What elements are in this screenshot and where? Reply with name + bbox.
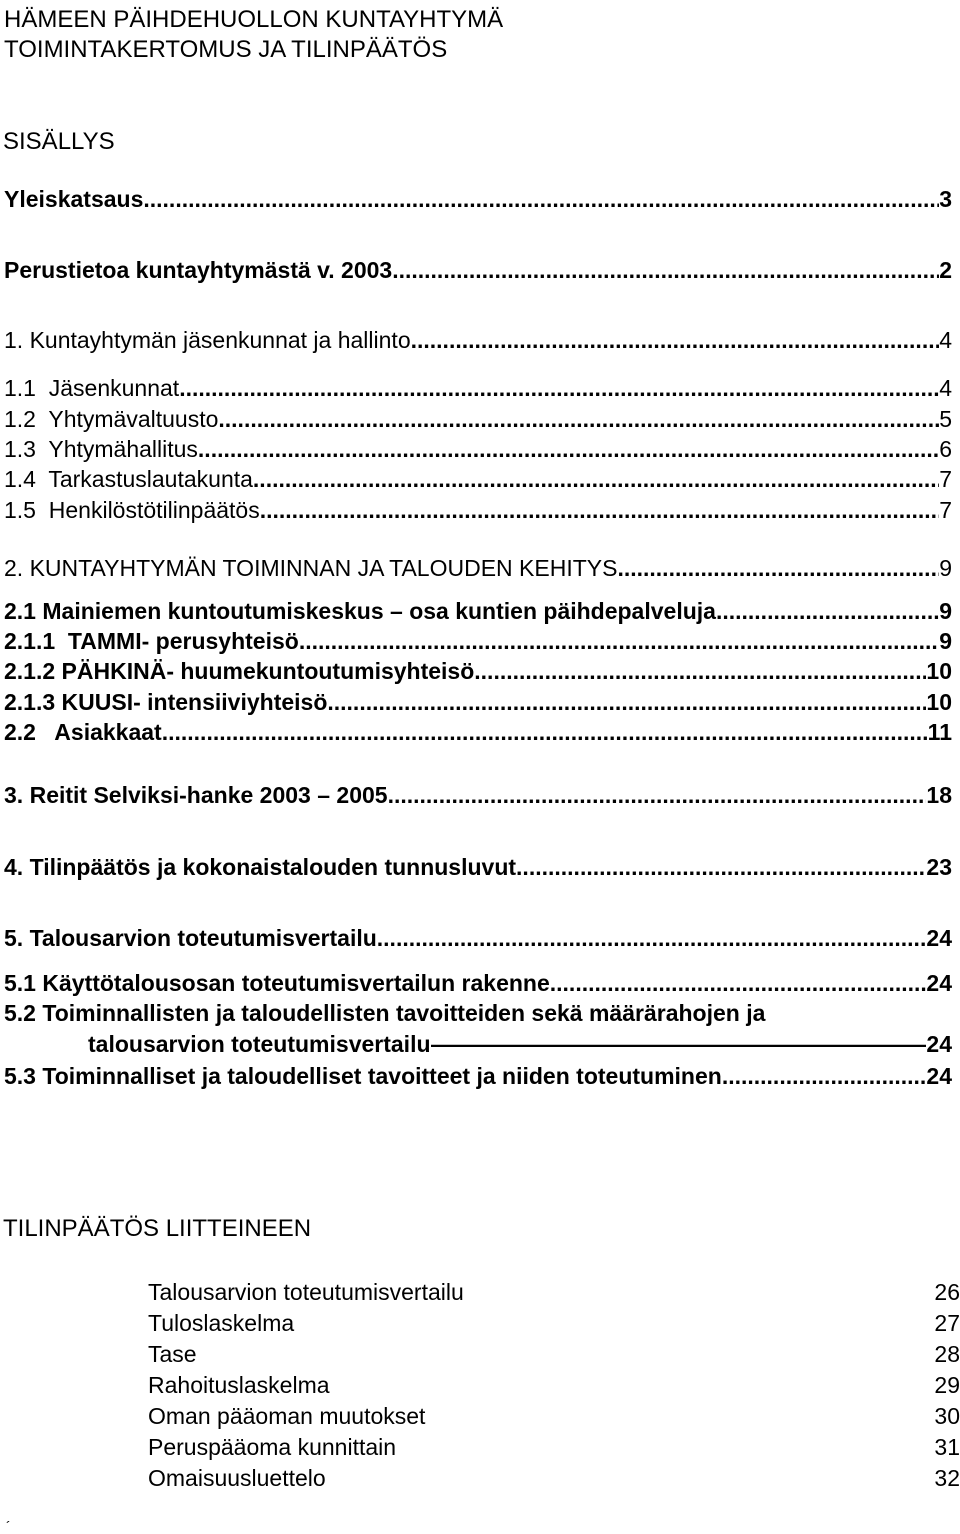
toc-entry[interactable] <box>4 598 952 625</box>
toc-entry-page: 24 <box>926 970 952 996</box>
toc-entry-label: Tarkastuslautakunta <box>35 466 253 492</box>
toc-entry-number: 2.1 <box>4 598 36 624</box>
toc-entry-page: 9 <box>939 598 952 624</box>
appendix-item-page: 32 <box>934 1465 960 1491</box>
appendix-item[interactable] <box>148 1341 960 1368</box>
toc-entry-page: 4 <box>939 375 952 401</box>
appendix-heading: TILINPÄÄTÖS LIITTEINEEN <box>3 1215 312 1242</box>
appendix-item-label: Tase <box>148 1341 197 1367</box>
dot-leader <box>299 628 939 655</box>
toc-entry-label: talousarvion toteutumisvertailu <box>88 1031 431 1057</box>
toc-entry-label: Mainiemen kuntoutumiskeskus – osa kuntien päihdepalveluja <box>35 598 716 624</box>
toc-entry[interactable] <box>4 658 952 685</box>
appendix-item[interactable] <box>148 1434 960 1461</box>
toc-entry-number: 2.1.2 <box>4 658 56 684</box>
organization-name: HÄMEEN PÄIHDEHUOLLON KUNTAYHTYMÄ <box>4 6 504 33</box>
appendix-item-page: 26 <box>934 1279 960 1305</box>
dot-leader <box>162 719 928 746</box>
toc-entry-label: Kuntayhtymän jäsenkunnat ja hallinto <box>23 327 411 353</box>
toc-entry[interactable] <box>4 186 952 213</box>
dot-leader <box>218 406 939 433</box>
appendix-item-label: Rahoituslaskelma <box>148 1372 330 1398</box>
toc-entry[interactable] <box>4 436 952 463</box>
appendix-item-page: 29 <box>934 1372 960 1398</box>
appendix-item-label: Tuloslaskelma <box>148 1310 295 1336</box>
toc-entry[interactable] <box>4 327 952 354</box>
contents-heading: SISÄLLYS <box>3 128 115 155</box>
toc-entry-label: Käyttötalousosan toteutumisvertailun rakenne <box>35 970 550 996</box>
toc-entry-page: 4 <box>939 327 952 353</box>
toc-entry-page: 24 <box>926 1063 952 1089</box>
toc-entry-label: Yhtymähallitus <box>35 436 198 462</box>
dot-leader <box>516 854 926 881</box>
toc-entry-label: Perustietoa kuntayhtymästä v. 2003 <box>4 257 393 283</box>
appendix-item[interactable] <box>148 1465 960 1492</box>
toc-entry[interactable] <box>4 782 952 809</box>
dot-leader <box>260 497 939 524</box>
toc-entry-page: 7 <box>939 497 952 523</box>
toc-entry-label: Henkilöstötilinpäätös <box>35 497 260 523</box>
dot-leader <box>550 970 927 997</box>
toc-entry-label: Jäsenkunnat <box>35 375 180 401</box>
toc-entry-number: 3. <box>4 782 24 808</box>
toc-entry[interactable] <box>4 1063 952 1090</box>
toc-entry-label: Talousarvion toteutumisvertailu <box>23 925 377 951</box>
dot-leader <box>617 555 939 582</box>
toc-entry-page: 9 <box>939 555 952 581</box>
toc-entry-page: 11 <box>927 719 952 745</box>
toc-entry-page: 6 <box>939 436 952 462</box>
toc-entry[interactable] <box>4 497 952 524</box>
appendix-item-label: Talousarvion toteutumisvertailu <box>148 1279 464 1305</box>
appendix-item-page: 30 <box>934 1403 960 1429</box>
dot-leader <box>179 375 939 402</box>
dot-leader <box>377 925 927 952</box>
appendix-item-page: 31 <box>934 1434 960 1460</box>
toc-entry-number: 1. <box>4 327 24 353</box>
toc-entry-label: PÄHKINÄ- huumekuntoutumisyhteisö <box>55 658 475 684</box>
toc-entry-number: 2. <box>4 555 24 581</box>
toc-entry[interactable] <box>4 466 952 493</box>
toc-entry[interactable] <box>4 854 952 881</box>
toc-entry-page: 23 <box>926 854 952 880</box>
dot-leader <box>716 598 939 625</box>
toc-entry-number: 5.1 <box>4 970 36 996</box>
toc-entry-label: Yleiskatsaus <box>4 186 144 212</box>
toc-entry-number: 1.2 <box>4 406 36 432</box>
appendix-item-page: 28 <box>934 1341 960 1367</box>
toc-entry-page: 7 <box>939 466 952 492</box>
toc-entry[interactable] <box>4 257 952 284</box>
dot-leader <box>253 466 939 493</box>
toc-entry[interactable] <box>4 1000 934 1027</box>
toc-entry-number: 5. <box>4 925 24 951</box>
toc-entry-label: KUNTAYHTYMÄN TOIMINNAN JA TALOUDEN KEHITYS <box>23 555 618 581</box>
toc-entry[interactable] <box>4 555 952 582</box>
toc-entry-number: 2.1.3 <box>4 689 56 715</box>
toc-entry-label: TAMMI- perusyhteisö <box>55 628 299 654</box>
toc-entry[interactable] <box>4 406 952 433</box>
toc-entry-label: Reitit Selviksi-hanke 2003 – 2005 <box>23 782 388 808</box>
toc-entry-label: Toiminnalliset ja taloudelliset tavoitteet ja niiden toteutuminen <box>35 1063 722 1089</box>
toc-entry-number: 2.1.1 <box>4 628 56 654</box>
toc-entry-label: Yhtymävaltuusto <box>35 406 219 432</box>
toc-entry-number: 5.3 <box>4 1063 36 1089</box>
toc-entry-page: 10 <box>926 658 952 684</box>
toc-entry[interactable] <box>4 925 952 952</box>
document-title: TOIMINTAKERTOMUS JA TILINPÄÄTÖS <box>4 36 448 63</box>
toc-entry-number: 1.5 <box>4 497 36 523</box>
toc-entry-label: Tilinpäätös ja kokonaistalouden tunnusluvut <box>23 854 517 880</box>
toc-entry-number: 4. <box>4 854 24 880</box>
appendix-item-label: Omaisuusluettelo <box>148 1465 326 1491</box>
appendix-item[interactable] <box>148 1279 960 1306</box>
appendix-item-label: Peruspääoma kunnittain <box>148 1434 397 1460</box>
toc-entry-label: Toiminnallisten ja taloudellisten tavoitteiden sekä määrärahojen ja <box>35 1000 766 1026</box>
toc-entry-number: 1.3 <box>4 436 36 462</box>
toc-entry-page: 3 <box>939 186 952 212</box>
toc-entry-number: 5.2 <box>4 1000 36 1026</box>
toc-entry-number: 1.1 <box>4 375 36 401</box>
toc-entry-number: 2.2 <box>4 719 36 745</box>
dot-leader <box>392 257 939 284</box>
dot-leader <box>388 782 927 809</box>
dot-leader <box>474 658 926 685</box>
appendix-item[interactable] <box>148 1372 960 1399</box>
toc-entry-page: 9 <box>939 628 952 654</box>
dot-leader <box>722 1063 927 1090</box>
toc-entry[interactable] <box>4 970 952 997</box>
appendix-item[interactable] <box>148 1310 960 1337</box>
appendix-item[interactable] <box>148 1403 960 1430</box>
toc-entry-number: 1.4 <box>4 466 36 492</box>
toc-entry[interactable] <box>4 689 952 716</box>
toc-entry-page: 18 <box>926 782 952 808</box>
toc-entry-page: 10 <box>926 689 952 715</box>
toc-entry-label: Asiakkaat <box>35 719 162 745</box>
toc-entry-page: 5 <box>939 406 952 432</box>
toc-entry[interactable] <box>4 719 952 746</box>
toc-entry-page: 2 <box>939 257 952 283</box>
toc-entry-continuation[interactable] <box>88 1031 952 1058</box>
dot-leader <box>327 689 926 716</box>
toc-entry-page: 24 <box>926 925 952 951</box>
dot-leader <box>143 186 939 213</box>
stray-mark: ´ <box>6 1518 11 1534</box>
dot-leader <box>411 327 940 354</box>
toc-entry[interactable] <box>4 375 952 402</box>
appendix-item-label: Oman pääoman muutokset <box>148 1403 426 1429</box>
dash-leader <box>431 1031 927 1058</box>
dot-leader <box>198 436 939 463</box>
toc-entry-label: KUUSI- intensiiviyhteisö <box>55 689 328 715</box>
toc-entry-page: 24 <box>926 1031 952 1057</box>
toc-entry[interactable] <box>4 628 952 655</box>
appendix-item-page: 27 <box>934 1310 960 1336</box>
